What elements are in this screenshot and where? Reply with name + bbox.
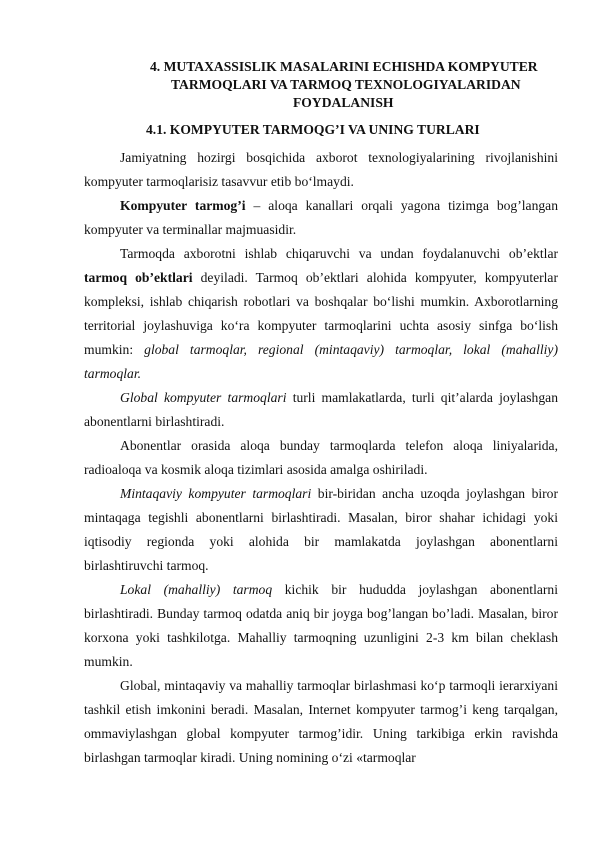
chapter-title bbox=[150, 58, 550, 112]
paragraph-7-text: kichik bir hududda joylashgan abonentlarni birlashtiradi. Bunday tarmoq odatda aniq bir joyga bog’langan bo’ladi. Masalan, biror korxona yoki tashkilotga. Mahalliy tarmoqning uzunligini 2-3 km bilan cheklash mumkin. bbox=[84, 582, 558, 669]
section-title: 4.1. KOMPYUTER TARMOQG’I VA UNING TURLARI bbox=[146, 122, 480, 137]
paragraph-6 bbox=[84, 482, 558, 578]
paragraph-2-text: – aloqa kanallari orqali yagona tizimga bog’langan kompyuter va terminallar majmuasidir. bbox=[84, 198, 558, 237]
term-mintaqaviy-tarmoqlar: Mintaqaviy kompyuter tarmoqlari bbox=[120, 486, 312, 501]
term-kompyuter-tarmogi: Kompyuter tarmog’i bbox=[120, 198, 246, 213]
paragraph-3 bbox=[84, 242, 558, 386]
paragraph-5-text: Abonentlar orasida aloqa bunday tarmoqlarda telefon aloqa liniyalarida, radioaloqa va kosmik aloqa tizimlari asosida amalga oshiriladi. bbox=[84, 438, 558, 477]
paragraph-1 bbox=[84, 146, 558, 194]
term-tarmoq-obektlari: tarmoq ob’ektlari bbox=[84, 270, 193, 285]
paragraph-4 bbox=[84, 386, 558, 434]
paragraph-8 bbox=[84, 674, 558, 770]
chapter-title-line-1: 4. MUTAXASSISLIK MASALARINI ECHISHDA KOMPYUTER bbox=[150, 59, 538, 74]
term-lokal-tarmoq: Lokal (mahalliy) tarmoq bbox=[120, 582, 273, 597]
paragraph-4-text: turli mamlakatlarda, turli qit’alarda joylashgan abonentlarni birlashtiradi. bbox=[84, 390, 558, 429]
paragraph-7 bbox=[84, 578, 558, 674]
paragraph-3-italic: global tarmoqlar, regional (mintaqaviy) tarmoqlar, lokal (mahalliy) tarmoqlar. bbox=[84, 342, 558, 381]
paragraph-5 bbox=[84, 434, 558, 482]
paragraph-1-text: Jamiyatning hozirgi bosqichida axborot texnologiyalarining rivojlanishini kompyuter tarmoqlarisiz tasavvur etib bo‘lmaydi. bbox=[84, 150, 558, 189]
chapter-title-line-3: FOYDALANISH bbox=[293, 95, 394, 110]
paragraph-8-text: Global, mintaqaviy va mahalliy tarmoqlar birlashmasi ko‘p tarmoqli ierarxiyani tashkil etish imkonini beradi. Masalan, Internet kompyuter tarmog’i keng tarqalgan, ommaviylashgan global kompyuter tarmog’idir. Uning tarkibiga erkin ravishda birlashgan tarmoqlar kiradi. Uning nomining o‘zi «tarmoqlar bbox=[84, 678, 558, 765]
term-global-tarmoqlar: Global kompyuter tarmoqlari bbox=[120, 390, 287, 405]
paragraph-3-text-a: Tarmoqda axborotni ishlab chiqaruvchi va undan foydalanuvchi ob’ektlar bbox=[120, 246, 558, 261]
chapter-title-line-2: TARMOQLARI VA TARMOQ TEXNOLOGIYALARIDAN bbox=[171, 77, 521, 92]
body-text bbox=[84, 146, 558, 770]
paragraph-6-text: bir-biridan ancha uzoqda joylashgan biror mintaqaga tegishli abonentlarni birlashtiradi. Masalan, biror shahar ichidagi yoki iqtisodiy regionda yoki alohida bir mamlakatda joylashgan abonentlarni birlashtiruvchi tarmoq. bbox=[84, 486, 558, 573]
paragraph-3-text-b: deyiladi. Tarmoq ob’ektlari alohida kompyuter, kompyuterlar kompleksi, ishlab chiqarish robotlari va boshqalar bo‘lishi mumkin. Axborotlarning territorial joylashuviga ko‘ra kompyuter tarmoqlarini uchta asosiy sinfga bo‘lish mumkin: bbox=[84, 270, 558, 357]
paragraph-2 bbox=[84, 194, 558, 242]
